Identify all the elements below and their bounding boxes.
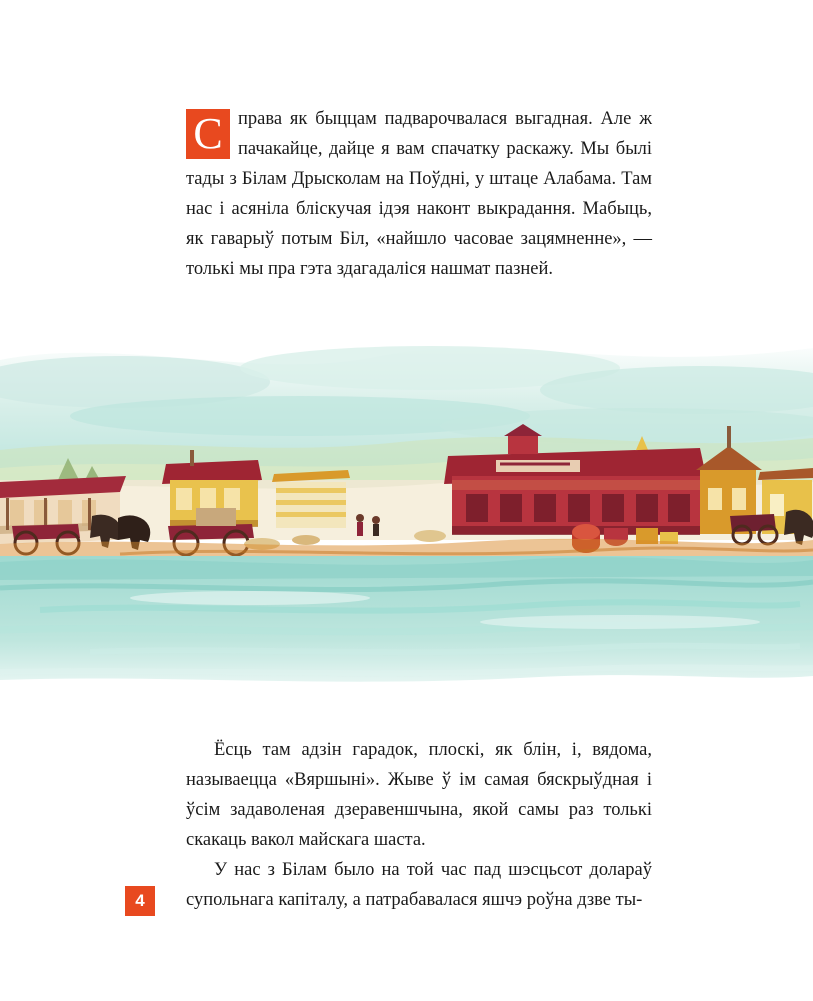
illustration-artwork [0, 330, 813, 710]
bottom-paragraph-1: Ёсць там адзін гарадок, плоскі, як блін, і, вядома, называецца «Вяршыні». Жыве ў ім самая бяскрыўдная і ўсім задаволеная дзеравеншчына, якой самы раз толькі скакаць вакол майскага шаста. [186, 740, 652, 850]
top-text-block [186, 104, 652, 284]
illustration [0, 330, 813, 710]
bottom-text-block [186, 735, 652, 915]
bottom-paragraph-2: У нас з Білам было на той час пад шэсцьсот долараў супольнага капіталу, а патрабавалася яшчэ роўна дзве ты- [186, 860, 652, 910]
page-number: 4 [125, 886, 155, 916]
top-paragraph: права як быццам падварочвалася выгадная. Але ж пачакайце, дайце я вам спачатку раскажу. Мы былі тады з Білам Дрысколам на Поўдні, у штаце Алабама. Там нас і асяніла бліскучая ідэя наконт выкрадання. Мабыць, як гаварыў потым Біл, «найшло часовае зацямненне», — толькі мы пра гэта здагадаліся нашмат пазней. [186, 109, 652, 279]
drop-cap: С [186, 109, 230, 159]
